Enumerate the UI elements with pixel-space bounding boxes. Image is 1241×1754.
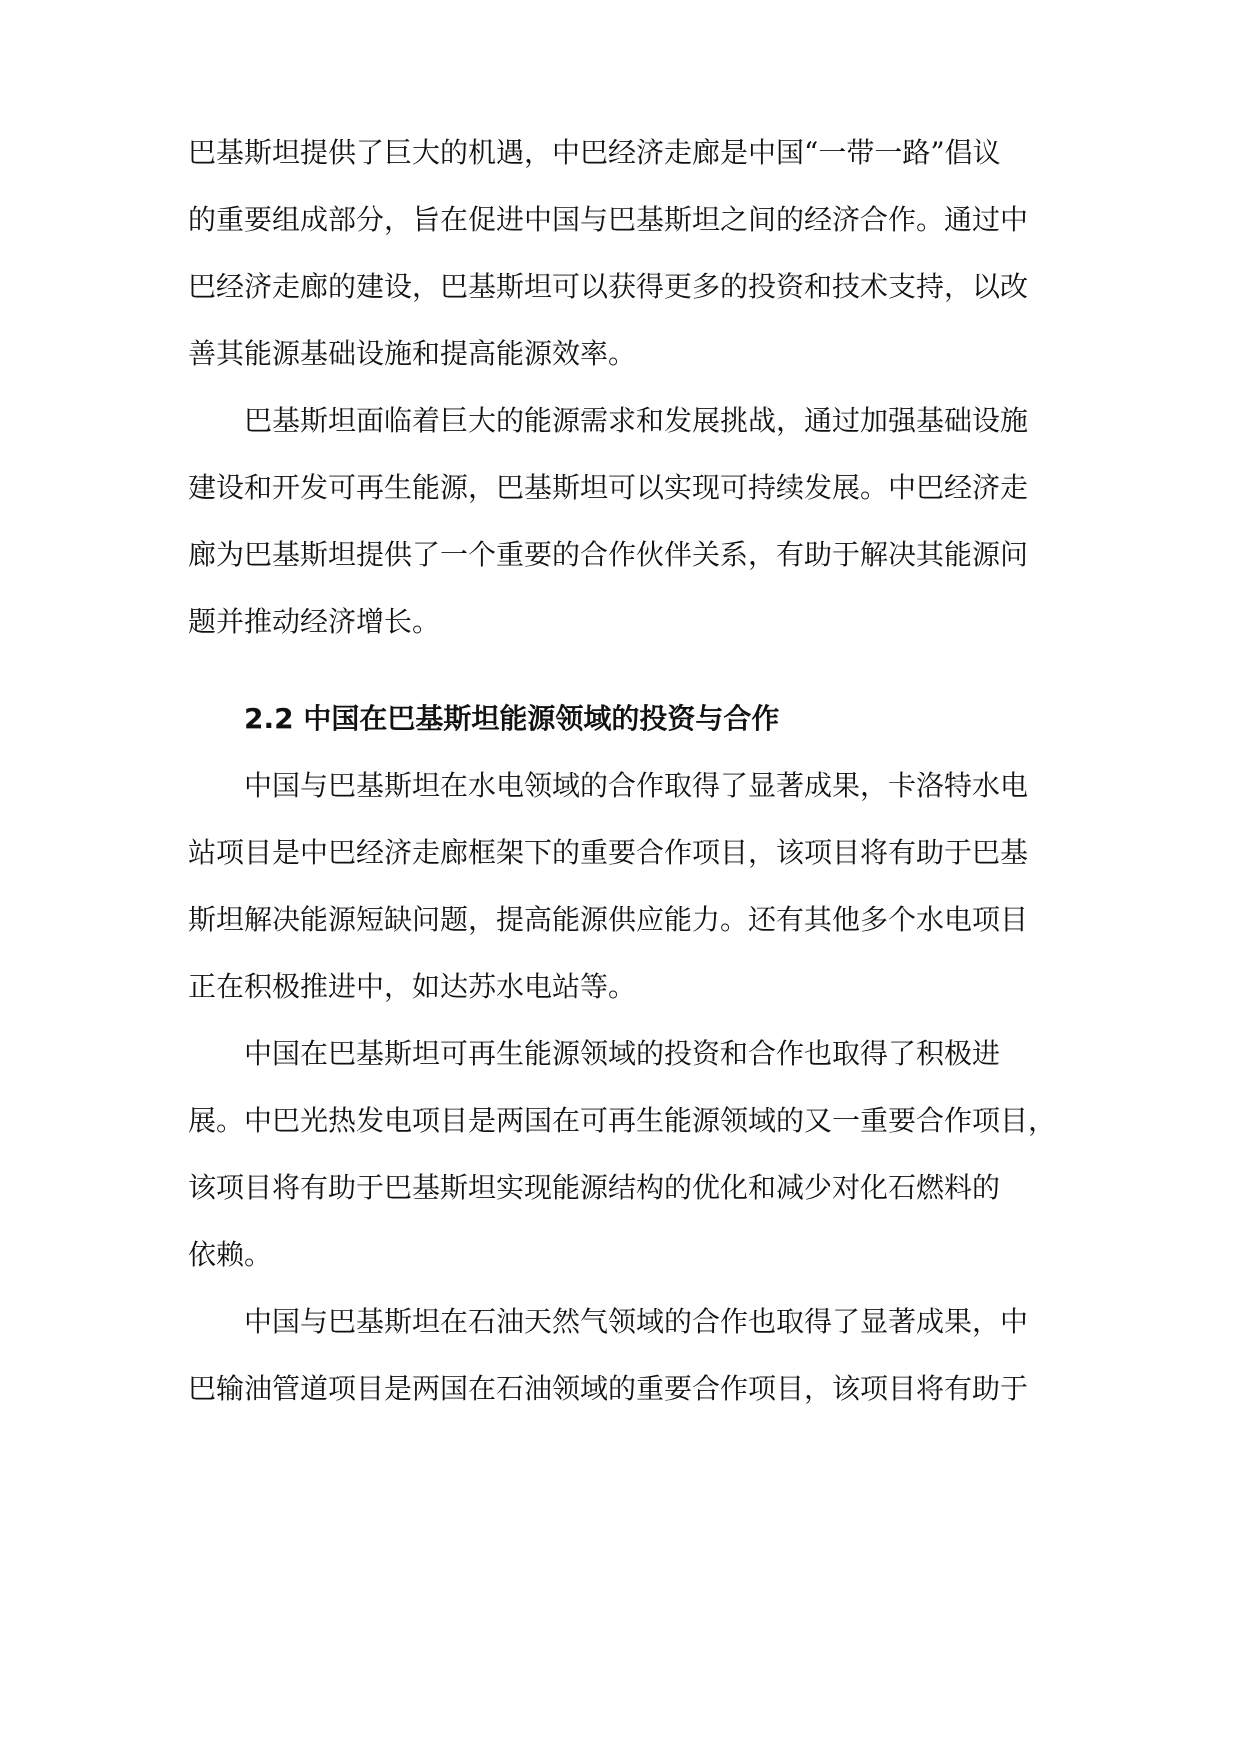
section-heading: 2.2 中国在巴基斯坦能源领域的投资与合作 [244, 702, 780, 735]
paragraph-4-line-1: 中国在巴基斯坦可再生能源领域的投资和合作也取得了积极进 [244, 1037, 1001, 1070]
paragraph-1-line-2: 的重要组成部分，旨在促进中国与巴基斯坦之间的经济合作。通过中 [188, 203, 1029, 236]
paragraph-1-line-3: 巴经济走廊的建设，巴基斯坦可以获得更多的投资和技术支持，以改 [188, 270, 1029, 303]
paragraph-3-line-1: 中国与巴基斯坦在水电领域的合作取得了显著成果，卡洛特水电 [244, 769, 1029, 802]
paragraph-3-line-4: 正在积极推进中，如达苏水电站等。 [188, 970, 637, 1003]
paragraph-4-line-4: 依赖。 [188, 1238, 273, 1271]
paragraph-1-line-4: 善其能源基础设施和提高能源效率。 [188, 337, 637, 370]
paragraph-4-line-2: 展。中巴光热发电项目是两国在可再生能源领域的又一重要合作项目， [188, 1104, 1057, 1137]
paragraph-1-line-1: 巴基斯坦提供了巨大的机遇，中巴经济走廊是中国“一带一路”倡议 [188, 136, 1001, 169]
paragraph-3-line-2: 站项目是中巴经济走廊框架下的重要合作项目，该项目将有助于巴基 [188, 836, 1029, 869]
paragraph-4-line-3: 该项目将有助于巴基斯坦实现能源结构的优化和减少对化石燃料的 [188, 1171, 1001, 1204]
paragraph-2-line-1: 巴基斯坦面临着巨大的能源需求和发展挑战，通过加强基础设施 [244, 404, 1029, 437]
paragraph-5-line-1: 中国与巴基斯坦在石油天然气领域的合作也取得了显著成果，中 [244, 1305, 1029, 1338]
paragraph-2-line-3: 廊为巴基斯坦提供了一个重要的合作伙伴关系，有助于解决其能源问 [188, 538, 1029, 571]
paragraph-2-line-4: 题并推动经济增长。 [188, 605, 441, 638]
paragraph-2-line-2: 建设和开发可再生能源，巴基斯坦可以实现可持续发展。中巴经济走 [188, 471, 1029, 504]
paragraph-3-line-3: 斯坦解决能源短缺问题，提高能源供应能力。还有其他多个水电项目 [188, 903, 1029, 936]
paragraph-5-line-2: 巴输油管道项目是两国在石油领域的重要合作项目，该项目将有助于 [188, 1372, 1029, 1405]
